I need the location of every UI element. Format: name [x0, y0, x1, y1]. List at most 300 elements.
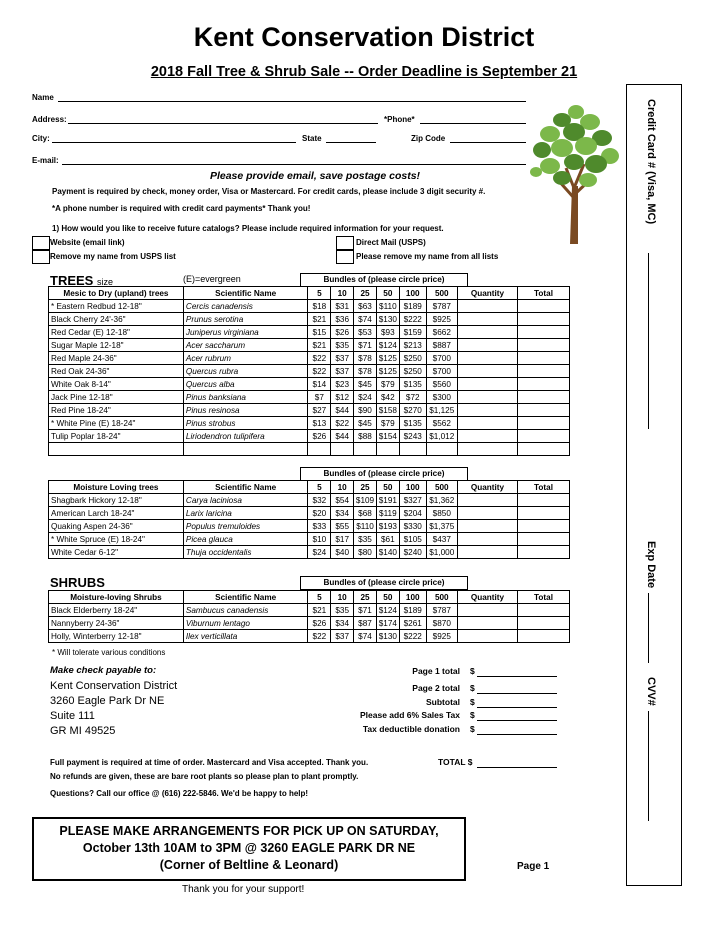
quantity-cell[interactable]	[457, 507, 517, 520]
tolerance-footnote: * Will tolerate various conditions	[52, 648, 166, 657]
column-header-quantity: Quantity	[457, 481, 517, 494]
page-subtitle: 2018 Fall Tree & Shrub Sale -- Order Deadline is September 21	[150, 64, 578, 80]
column-header-bundle: 50	[376, 481, 399, 494]
scientific-name: Quercus rubra	[183, 365, 308, 378]
city-label: City:	[32, 134, 50, 143]
bundle-price[interactable]: $68	[354, 507, 377, 520]
column-header-scientific: Scientific Name	[183, 591, 308, 604]
bundle-price[interactable]: $204	[399, 507, 426, 520]
bundle-price[interactable]: $240	[399, 546, 426, 559]
bundle-price[interactable]: $42	[376, 391, 399, 404]
quantity-cell[interactable]	[457, 430, 517, 443]
bundle-price[interactable]: $37	[331, 630, 354, 643]
zip-field[interactable]	[450, 142, 526, 143]
phone-field[interactable]	[420, 123, 526, 124]
currency-sign: $	[470, 710, 475, 720]
quantity-cell[interactable]	[457, 326, 517, 339]
plant-name: White Oak 8-14"	[49, 378, 184, 391]
bundle-price[interactable]: $32	[308, 494, 331, 507]
bundle-price[interactable]: $787	[426, 300, 457, 313]
full-payment-note: Full payment is required at time of order. Mastercard and Visa accepted. Thank you.	[50, 758, 369, 767]
table-row	[49, 378, 570, 391]
scientific-name: Picea glauca	[183, 533, 308, 546]
bundle-price[interactable]: $21	[308, 604, 331, 617]
payment-note: Payment is required by check, money order, Visa or Mastercard. For credit cards, please include 3 digit security #.	[52, 187, 486, 196]
table-row	[49, 507, 570, 520]
table-row	[49, 417, 570, 430]
bundle-price[interactable]: $35	[354, 533, 377, 546]
scientific-name: Pinus resinosa	[183, 404, 308, 417]
payable-line: GR MI 49525	[50, 725, 116, 737]
scientific-name: Prunus serotina	[183, 313, 308, 326]
sales-tax-label: Please add 6% Sales Tax	[359, 710, 460, 720]
total-cell[interactable]	[518, 391, 570, 404]
plant-name: Tulip Poplar 18-24"	[49, 430, 184, 443]
sales-tax-field[interactable]	[477, 720, 557, 721]
quantity-cell[interactable]	[457, 617, 517, 630]
bundle-price[interactable]: $560	[426, 378, 457, 391]
bundle-price[interactable]: $327	[399, 494, 426, 507]
donation-field[interactable]	[477, 734, 557, 735]
quantity-cell[interactable]	[457, 520, 517, 533]
bundle-price[interactable]: $37	[331, 352, 354, 365]
bundle-price[interactable]: $88	[354, 430, 377, 443]
total-cell[interactable]	[518, 630, 570, 643]
bundle-price[interactable]: $1,012	[426, 430, 457, 443]
bundle-price[interactable]: $140	[376, 546, 399, 559]
column-header-bundle: 5	[308, 591, 331, 604]
currency-sign: $	[470, 697, 475, 707]
bundle-price[interactable]: $34	[331, 507, 354, 520]
column-header-bundle: 500	[426, 481, 457, 494]
bundle-price[interactable]: $78	[354, 365, 377, 378]
column-header-bundle: 10	[331, 481, 354, 494]
bundle-price[interactable]: $15	[308, 326, 331, 339]
bundle-price[interactable]: $37	[331, 365, 354, 378]
table-row	[49, 352, 570, 365]
bundle-price[interactable]: $1,362	[426, 494, 457, 507]
bundle-price[interactable]: $26	[308, 430, 331, 443]
bundle-price[interactable]: $110	[376, 300, 399, 313]
table-row	[49, 630, 570, 643]
page2-total-label: Page 2 total	[412, 683, 460, 693]
bundle-price[interactable]: $18	[308, 300, 331, 313]
bundle-price[interactable]: $35	[331, 604, 354, 617]
shrubs-table	[48, 590, 570, 643]
table-row	[49, 391, 570, 404]
bundle-price[interactable]: $79	[376, 378, 399, 391]
table-row-blank	[49, 443, 570, 456]
bundle-price[interactable]: $44	[331, 430, 354, 443]
bundle-price[interactable]: $109	[354, 494, 377, 507]
bundle-price[interactable]: $78	[354, 352, 377, 365]
bundle-price[interactable]: $124	[376, 339, 399, 352]
bundle-price[interactable]: $662	[426, 326, 457, 339]
quantity-cell[interactable]	[457, 494, 517, 507]
bundle-price[interactable]: $72	[399, 391, 426, 404]
bundle-price[interactable]: $14	[308, 378, 331, 391]
column-header-bundle: 50	[376, 591, 399, 604]
quantity-cell[interactable]	[457, 352, 517, 365]
bundle-price[interactable]: $562	[426, 417, 457, 430]
plant-name: Red Pine 18-24"	[49, 404, 184, 417]
trees-table	[48, 286, 570, 456]
scientific-name: Pinus banksiana	[183, 391, 308, 404]
cvv-label: CVV#	[645, 677, 657, 706]
column-header-name: Moisture Loving trees	[49, 481, 184, 494]
column-header-bundle: 100	[399, 591, 426, 604]
bundle-price[interactable]: $158	[376, 404, 399, 417]
exp-date-field[interactable]	[648, 593, 649, 663]
column-header-bundle: 25	[354, 591, 377, 604]
bundle-price[interactable]: $93	[376, 326, 399, 339]
total-cell[interactable]	[518, 533, 570, 546]
bundle-price[interactable]: $189	[399, 604, 426, 617]
column-header-total: Total	[518, 591, 570, 604]
quantity-cell[interactable]	[457, 391, 517, 404]
total-cell[interactable]	[518, 352, 570, 365]
remove-usps-checkbox[interactable]	[32, 250, 50, 264]
column-header-scientific: Scientific Name	[183, 287, 308, 300]
bundle-price[interactable]: $26	[331, 326, 354, 339]
shrubs-heading: SHRUBS	[50, 575, 105, 590]
bundle-price[interactable]: $10	[308, 533, 331, 546]
payable-line: Kent Conservation District	[50, 680, 178, 692]
quantity-cell[interactable]	[457, 300, 517, 313]
bundle-price[interactable]: $36	[331, 313, 354, 326]
plant-name: Jack Pine 12-18"	[49, 391, 184, 404]
column-header-bundle: 5	[308, 287, 331, 300]
total-cell[interactable]	[518, 365, 570, 378]
bundle-price[interactable]: $22	[331, 417, 354, 430]
bundle-price[interactable]: $119	[376, 507, 399, 520]
bundle-price[interactable]: $887	[426, 339, 457, 352]
bundle-price[interactable]: $90	[354, 404, 377, 417]
total-cell[interactable]	[518, 604, 570, 617]
moist-trees-bundles-header: Bundles of (please circle price)	[300, 467, 468, 481]
total-cell[interactable]	[518, 617, 570, 630]
table-row	[49, 546, 570, 559]
bundle-price[interactable]: $79	[376, 417, 399, 430]
bundle-price[interactable]: $13	[308, 417, 331, 430]
table-header-row	[49, 591, 570, 604]
bundle-price[interactable]: $191	[376, 494, 399, 507]
total-cell[interactable]	[518, 378, 570, 391]
bundle-price[interactable]: $12	[331, 391, 354, 404]
bundle-price[interactable]: $222	[399, 630, 426, 643]
column-header-bundle: 25	[354, 481, 377, 494]
bundle-price[interactable]: $925	[426, 630, 457, 643]
bundle-price[interactable]: $53	[354, 326, 377, 339]
blank-cell	[49, 443, 184, 456]
bundle-price[interactable]: $222	[399, 313, 426, 326]
blank-cell	[354, 443, 377, 456]
bundle-price[interactable]: $1,000	[426, 546, 457, 559]
bundle-price[interactable]: $22	[308, 630, 331, 643]
pickup-box	[32, 817, 466, 881]
remove-all-checkbox[interactable]	[336, 250, 354, 264]
payable-line: 3260 Eagle Park Dr NE	[50, 695, 165, 707]
bundle-price[interactable]: $7	[308, 391, 331, 404]
bundle-price[interactable]: $21	[308, 313, 331, 326]
bundle-price[interactable]: $125	[376, 365, 399, 378]
plant-name: * Eastern Redbud 12-18"	[49, 300, 184, 313]
bundle-price[interactable]: $23	[331, 378, 354, 391]
bundle-price[interactable]: $130	[376, 313, 399, 326]
bundle-price[interactable]: $24	[308, 546, 331, 559]
bundle-price[interactable]: $154	[376, 430, 399, 443]
bundle-price[interactable]: $20	[308, 507, 331, 520]
bundle-price[interactable]: $31	[331, 300, 354, 313]
quantity-cell[interactable]	[457, 313, 517, 326]
table-row	[49, 617, 570, 630]
scientific-name: Cercis canadensis	[183, 300, 308, 313]
bundle-price[interactable]: $1,375	[426, 520, 457, 533]
bundle-price[interactable]: $330	[399, 520, 426, 533]
blank-cell[interactable]	[518, 443, 570, 456]
grand-total-label: TOTAL $	[438, 757, 473, 767]
plant-name: Red Maple 24-36"	[49, 352, 184, 365]
website-checkbox[interactable]	[32, 236, 50, 250]
remove-all-option-label: Please remove my name from all lists	[356, 252, 499, 261]
bundle-price[interactable]: $135	[399, 378, 426, 391]
bundle-price[interactable]: $54	[331, 494, 354, 507]
bundle-price[interactable]: $74	[354, 630, 377, 643]
column-header-name: Mesic to Dry (upland) trees	[49, 287, 184, 300]
table-row	[49, 494, 570, 507]
state-field[interactable]	[326, 142, 376, 143]
blank-cell	[376, 443, 399, 456]
plant-name: White Cedar 6-12"	[49, 546, 184, 559]
bundle-price[interactable]: $110	[354, 520, 377, 533]
bundle-price[interactable]: $71	[354, 339, 377, 352]
table-row	[49, 520, 570, 533]
grand-total-field[interactable]	[477, 767, 557, 768]
table-row	[49, 339, 570, 352]
column-header-bundle: 5	[308, 481, 331, 494]
quantity-cell[interactable]	[457, 378, 517, 391]
quantity-cell[interactable]	[457, 365, 517, 378]
column-header-total: Total	[518, 481, 570, 494]
bundle-price[interactable]: $189	[399, 300, 426, 313]
scientific-name: Sambucus canadensis	[183, 604, 308, 617]
bundle-price[interactable]: $21	[308, 339, 331, 352]
bundle-price[interactable]: $87	[354, 617, 377, 630]
credit-card-field[interactable]	[648, 253, 649, 429]
blank-cell	[183, 443, 308, 456]
city-field[interactable]	[52, 142, 296, 143]
table-row	[49, 365, 570, 378]
column-header-quantity: Quantity	[457, 287, 517, 300]
scientific-name: Larix laricina	[183, 507, 308, 520]
email-label: E-mail:	[32, 156, 59, 165]
email-field[interactable]	[62, 164, 526, 165]
bundle-price[interactable]: $105	[399, 533, 426, 546]
total-cell[interactable]	[518, 546, 570, 559]
total-cell[interactable]	[518, 404, 570, 417]
credit-card-label: Credit Card # (Visa, MC)	[645, 99, 657, 225]
scientific-name: Liriodendron tulipifera	[183, 430, 308, 443]
bundle-price[interactable]: $27	[308, 404, 331, 417]
subtotal-field[interactable]	[477, 707, 557, 708]
bundle-price[interactable]: $700	[426, 365, 457, 378]
direct-mail-checkbox[interactable]	[336, 236, 354, 250]
bundle-price[interactable]: $125	[376, 352, 399, 365]
quantity-cell[interactable]	[457, 533, 517, 546]
table-row	[49, 326, 570, 339]
bundle-price[interactable]: $24	[354, 391, 377, 404]
total-cell[interactable]	[518, 313, 570, 326]
name-field[interactable]	[58, 101, 526, 102]
plant-name: Quaking Aspen 24-36"	[49, 520, 184, 533]
shrubs-bundles-header: Bundles of (please circle price)	[300, 576, 468, 590]
zip-label: Zip Code	[411, 134, 446, 143]
bundle-price[interactable]: $261	[399, 617, 426, 630]
bundle-price[interactable]: $850	[426, 507, 457, 520]
column-header-bundle: 10	[331, 591, 354, 604]
bundle-price[interactable]: $270	[399, 404, 426, 417]
bundle-price[interactable]: $40	[331, 546, 354, 559]
thank-you-note: Thank you for your support!	[182, 884, 305, 895]
table-header-row	[49, 287, 570, 300]
scientific-name: Acer rubrum	[183, 352, 308, 365]
subtotal-label: Subtotal	[426, 697, 460, 707]
plant-name: Red Cedar (E) 12-18"	[49, 326, 184, 339]
bundle-price[interactable]: $174	[376, 617, 399, 630]
currency-sign: $	[470, 683, 475, 693]
cvv-field[interactable]	[648, 711, 649, 821]
plant-name: Nannyberry 24-36"	[49, 617, 184, 630]
bundle-price[interactable]: $193	[376, 520, 399, 533]
bundle-price[interactable]: $135	[399, 417, 426, 430]
bundle-price[interactable]: $61	[376, 533, 399, 546]
total-cell[interactable]	[518, 326, 570, 339]
plant-name: Red Oak 24-36"	[49, 365, 184, 378]
plant-name: Black Cherry 24'-36"	[49, 313, 184, 326]
bundle-price[interactable]: $243	[399, 430, 426, 443]
column-header-bundle: 10	[331, 287, 354, 300]
bundle-price[interactable]: $80	[354, 546, 377, 559]
table-row	[49, 313, 570, 326]
bundle-price[interactable]: $124	[376, 604, 399, 617]
bundle-price[interactable]: $45	[354, 417, 377, 430]
table-row	[49, 430, 570, 443]
bundle-price[interactable]: $437	[426, 533, 457, 546]
bundle-price[interactable]: $74	[354, 313, 377, 326]
bundle-price[interactable]: $1,125	[426, 404, 457, 417]
table-row	[49, 404, 570, 417]
bundle-price[interactable]: $33	[308, 520, 331, 533]
table-row	[49, 300, 570, 313]
plant-name: Holly, Winterberry 12-18"	[49, 630, 184, 643]
quantity-cell[interactable]	[457, 417, 517, 430]
pickup-line: October 13th 10AM to 3PM @ 3260 EAGLE PARK DR NE	[82, 841, 416, 855]
quantity-cell[interactable]	[457, 604, 517, 617]
phone-label: *Phone*	[384, 115, 415, 124]
column-header-bundle: 50	[376, 287, 399, 300]
total-cell[interactable]	[518, 494, 570, 507]
state-label: State	[302, 134, 322, 143]
bundle-price[interactable]: $870	[426, 617, 457, 630]
bundle-price[interactable]: $71	[354, 604, 377, 617]
bundle-price[interactable]: $35	[331, 339, 354, 352]
column-header-bundle: 500	[426, 591, 457, 604]
bundle-price[interactable]: $250	[399, 352, 426, 365]
bundle-price[interactable]: $17	[331, 533, 354, 546]
total-cell[interactable]	[518, 417, 570, 430]
total-cell[interactable]	[518, 300, 570, 313]
bundle-price[interactable]: $22	[308, 365, 331, 378]
scientific-name: Acer saccharum	[183, 339, 308, 352]
bundle-price[interactable]: $159	[399, 326, 426, 339]
scientific-name: Juniperus virginiana	[183, 326, 308, 339]
total-cell[interactable]	[518, 339, 570, 352]
column-header-quantity: Quantity	[457, 591, 517, 604]
total-cell[interactable]	[518, 507, 570, 520]
bundle-price[interactable]: $700	[426, 352, 457, 365]
payable-heading: Make check payable to:	[50, 665, 157, 676]
bundle-price[interactable]: $45	[354, 378, 377, 391]
scientific-name: Thuja occidentalis	[183, 546, 308, 559]
blank-cell[interactable]	[457, 443, 517, 456]
bundle-price[interactable]: $26	[308, 617, 331, 630]
address-field[interactable]	[68, 123, 378, 124]
plant-name: * White Spruce (E) 18-24"	[49, 533, 184, 546]
donation-label: Tax deductible donation	[362, 724, 460, 734]
page1-total-field[interactable]	[477, 676, 557, 677]
bundle-price[interactable]: $787	[426, 604, 457, 617]
bundle-price[interactable]: $44	[331, 404, 354, 417]
scientific-name: Viburnum lentago	[183, 617, 308, 630]
quantity-cell[interactable]	[457, 630, 517, 643]
page-number: Page 1	[517, 861, 550, 872]
plant-name: Sugar Maple 12-18"	[49, 339, 184, 352]
bundle-price[interactable]: $925	[426, 313, 457, 326]
page-title: Kent Conservation District	[193, 22, 535, 52]
bundle-price[interactable]: $55	[331, 520, 354, 533]
email-note: Please provide email, save postage costs!	[209, 170, 421, 182]
bundle-price[interactable]: $250	[399, 365, 426, 378]
column-header-name: Moisture-loving Shrubs	[49, 591, 184, 604]
bundle-price[interactable]: $34	[331, 617, 354, 630]
table-header-row	[49, 481, 570, 494]
bundle-price[interactable]: $22	[308, 352, 331, 365]
column-header-bundle: 25	[354, 287, 377, 300]
total-cell[interactable]	[518, 520, 570, 533]
plant-name: * White Pine (E) 18-24"	[49, 417, 184, 430]
table-row	[49, 604, 570, 617]
page2-total-field[interactable]	[477, 693, 557, 694]
column-header-bundle: 100	[399, 481, 426, 494]
quantity-cell[interactable]	[457, 404, 517, 417]
bundle-price[interactable]: $130	[376, 630, 399, 643]
quantity-cell[interactable]	[457, 339, 517, 352]
blank-cell	[331, 443, 354, 456]
bundle-price[interactable]: $300	[426, 391, 457, 404]
column-header-bundle: 500	[426, 287, 457, 300]
remove-usps-option-label: Remove my name from USPS list	[50, 252, 176, 261]
total-cell[interactable]	[518, 430, 570, 443]
quantity-cell[interactable]	[457, 546, 517, 559]
exp-date-label: Exp Date	[645, 541, 657, 589]
column-header-scientific: Scientific Name	[183, 481, 308, 494]
pickup-line: PLEASE MAKE ARRANGEMENTS FOR PICK UP ON SATURDAY,	[59, 824, 439, 838]
bundle-price[interactable]: $63	[354, 300, 377, 313]
trees-heading: TREES size	[50, 273, 113, 288]
payable-line: Suite 111	[50, 710, 95, 722]
column-header-total: Total	[518, 287, 570, 300]
bundle-price[interactable]: $213	[399, 339, 426, 352]
